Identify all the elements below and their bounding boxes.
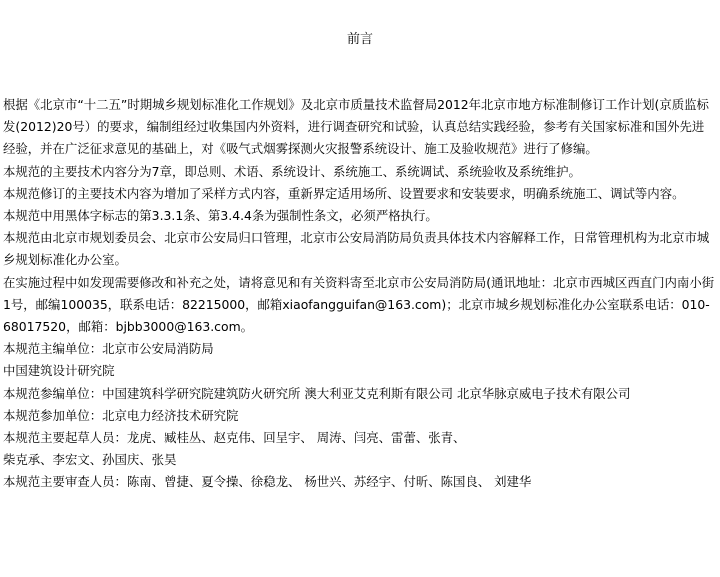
paragraph-basis: 根据《北京市“十二五”时期城乡规划标准化工作规划》及北京市质量技术监督局2012年北京市地方标准制修订工作计划(京质监标发(2012)20号）的要求，编制组经过收集国内外资料，进行调查研究和试验，认真总结实践经验，参考有关国家标准和国外先进经验，并在广泛征求意见的基础上，对《吸气式烟雾探测火灾报警系统设计、施工及验收规范》进行了修编。: [3, 97, 709, 157]
paragraph-contact: 在实施过程中如发现需要修改和补充之处，请将意见和有关资料寄至北京市公安局消防局(通讯地址：北京市西城区西直门内南小街1号，邮编100035，联系电话：82215000，邮箱xiaofangguifan@163.com)；北京市城乡规划标准化办公室联系电话：010-68017520，邮箱：bjbb3000@163.com。: [3, 274, 715, 335]
paragraph-participating-editors: 本规范参编单位：中国建筑科学研究院建筑防火研究所 澳大利亚艾克利斯有限公司 北京华脉京威电子技术有限公司: [3, 385, 631, 401]
paragraph-drafters-continued: 柴克承、李宏文、孙国庆、张昊: [3, 452, 177, 468]
paragraph-drafters: 本规范主要起草人员：龙虎、臧桂丛、赵克伟、回呈宇、 周涛、闫亮、雷蕾、张青、: [3, 430, 466, 446]
paragraph-chief-editor: 本规范主编单位：北京市公安局消防局: [3, 341, 214, 357]
paragraph-mandatory-clauses: 本规范中用黑体字标志的第3.3.1条、第3.4.4条为强制性条文，必须严格执行。: [3, 208, 438, 224]
paragraph-reviewers: 本规范主要审查人员：陈南、曾捷、夏令操、徐稳龙、 杨世兴、苏经宇、付昕、陈国良、 刘建华: [3, 474, 532, 490]
paragraph-chief-editor-2: 中国建筑设计研究院: [3, 363, 115, 379]
paragraph-participating-units: 本规范参加单位：北京电力经济技术研究院: [3, 407, 239, 423]
paragraph-administration: 本规范由北京市规划委员会、北京市公安局归口管理，北京市公安局消防局负责具体技术内容解释工作，日常管理机构为北京市城乡规划标准化办公室。: [3, 230, 710, 268]
paragraph-revision-content: 本规范修订的主要技术内容为增加了采样方式内容，重新界定适用场所、设置要求和安装要求，明确系统施工、调试等内容。: [3, 185, 685, 201]
document-body: [3, 94, 715, 494]
paragraph-main-content: 本规范的主要技术内容分为7章，即总则、术语、系统设计、系统施工、系统调试、系统验收及系统维护。: [3, 163, 581, 179]
page-title: 前言: [346, 32, 373, 47]
